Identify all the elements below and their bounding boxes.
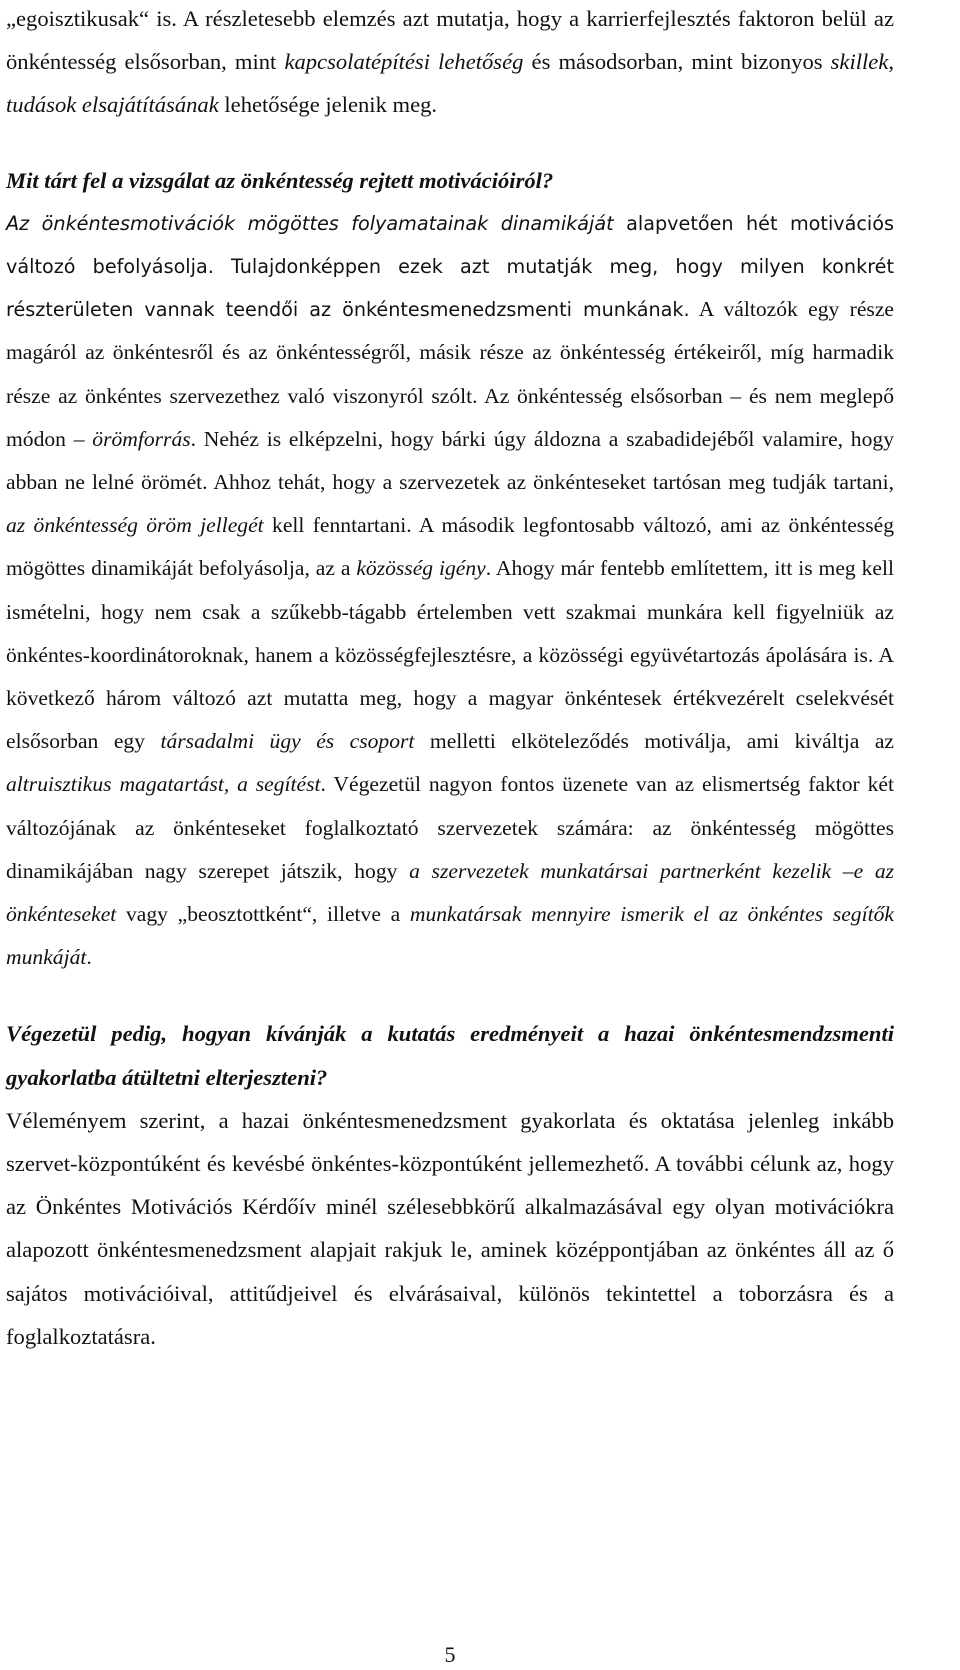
intro-emphasis-1: kapcsolatépítési lehetőség	[284, 49, 524, 75]
intro-text-1: „egoisztikusak“ is. A részletesebb elemzés azt mutatja, hogy a karrierfejlesztés faktoron belül az önkéntesség elsősorban, mint	[6, 6, 894, 75]
practice-paragraph: Véleményem szerint, a hazai önkéntesmenedzsment gyakorlata és oktatása jelenleg inkább szervet-központúként és kevésbé önkéntes-központúként jellemezhető. A további célunk az, hogy az Önkéntes Motivációs Kérdőív minél szélesebbkörű alkalmazásával egy olyan motivációkra alapozott önkéntesmenedzsment alapjait rakjuk le, aminek középpontjában az önkéntes áll az ő sajátos motivációival, attitűdjeivel és elvárásaival, különös tekintettel a toborzásra és a foglalkoztatásra.	[6, 1107, 894, 1349]
motivations-paragraph	[6, 202, 894, 980]
motivations-emphasis-7: munkatársak mennyire ismerik el az önkéntes segítők munkáját	[6, 902, 894, 970]
motivations-text-5: melletti elköteleződés motiválja, ami kiváltja az	[414, 729, 894, 754]
motivations-text-4: . Ahogy már fentebb említettem, itt is meg kell ismételni, hogy nem csak a szűkebb-tágabb értelemben vett szakmai munkára kell figyelniük az önkéntes-koordinátoroknak, hanem a közösségfejlesztésre, a közösségi együvétartozás ápolására is. A következő három változó azt mutatta meg, hogy a magyar önkéntesek értékvezérelt cselekvését elsősorban egy	[6, 556, 894, 754]
motivations-text-1: A változók egy része magáról az önkéntesről és az önkéntességről, másik része az önkéntesség értékeiről, míg harmadik része az önkéntes szervezethez való viszonyról szólt. Az önkéntesség elsősorban – és nem meglepő módon –	[6, 297, 895, 451]
motivations-text-2: . Nehéz is elképzelni, hogy bárki úgy áldozna a szabadidejéből valamire, hogy abban ne lelné örömét. Ahhoz tehát, hogy a szervezetek az önkénteseket tartósan meg tudják tartani,	[6, 426, 894, 495]
motivations-text-8: .	[86, 945, 92, 970]
question-heading-practice: Végezetül pedig, hogyan kívánják a kutatás eredményeit a hazai önkéntesmendzsmenti gyakorlatba átültetni elterjeszteni?	[6, 1021, 894, 1090]
intro-paragraph	[6, 0, 894, 127]
paragraph-spacer	[6, 979, 894, 1012]
page-number: 5	[444, 1642, 456, 1667]
motivations-emphasis-5: altruisztikus magatartást, a segítést	[6, 772, 321, 797]
motivations-emphasis-1: örömforrás	[92, 426, 191, 451]
motivations-emphasis-0: Az önkéntesmotivációk mögöttes folyamatainak dinamikáját	[6, 211, 614, 235]
paragraph-spacer	[6, 127, 894, 159]
intro-text-2: és másodsorban, mint bizonyos	[523, 49, 831, 75]
question-heading-motivations: Mit tárt fel a vizsgálat az önkéntesség rejtett motivációiról?	[6, 167, 554, 193]
motivations-text-6: . Végezetül nagyon fontos üzenete van az elismertség faktor két változójának az önkénteseket foglalkoztató szervezetek számára: az önkéntesség mögöttes dinamikájában nagy szerepet játszik, hogy	[6, 772, 894, 883]
motivations-text-0: alapvetően hét motivációs változó befolyásolja. Tulajdonképpen ezek azt mutatják meg, hogy milyen konkrét részterületen vannak teendői az önkéntesmenedzsmenti munkának.	[6, 211, 894, 322]
document-page	[6, 0, 894, 1358]
motivations-emphasis-4: társadalmi ügy és csoport	[160, 729, 415, 754]
motivations-text-3: kell fenntartani. A második legfontosabb változó, ami az önkéntesség mögöttes dinamikáját befolyásolja, az a	[6, 513, 894, 581]
intro-emphasis-2: skillek, tudások elsajátításának	[6, 49, 894, 118]
intro-text-3: lehetősége jelenik meg.	[218, 92, 438, 118]
motivations-emphasis-3: közösség igény	[356, 556, 486, 581]
motivations-emphasis-6: a szervezetek munkatársai partnerként kezelik –e az önkénteseket	[6, 858, 895, 927]
motivations-emphasis-2: az önkéntesség öröm jellegét	[6, 513, 264, 538]
motivations-text-7: vagy „beosztottként“, illetve a	[116, 902, 410, 927]
